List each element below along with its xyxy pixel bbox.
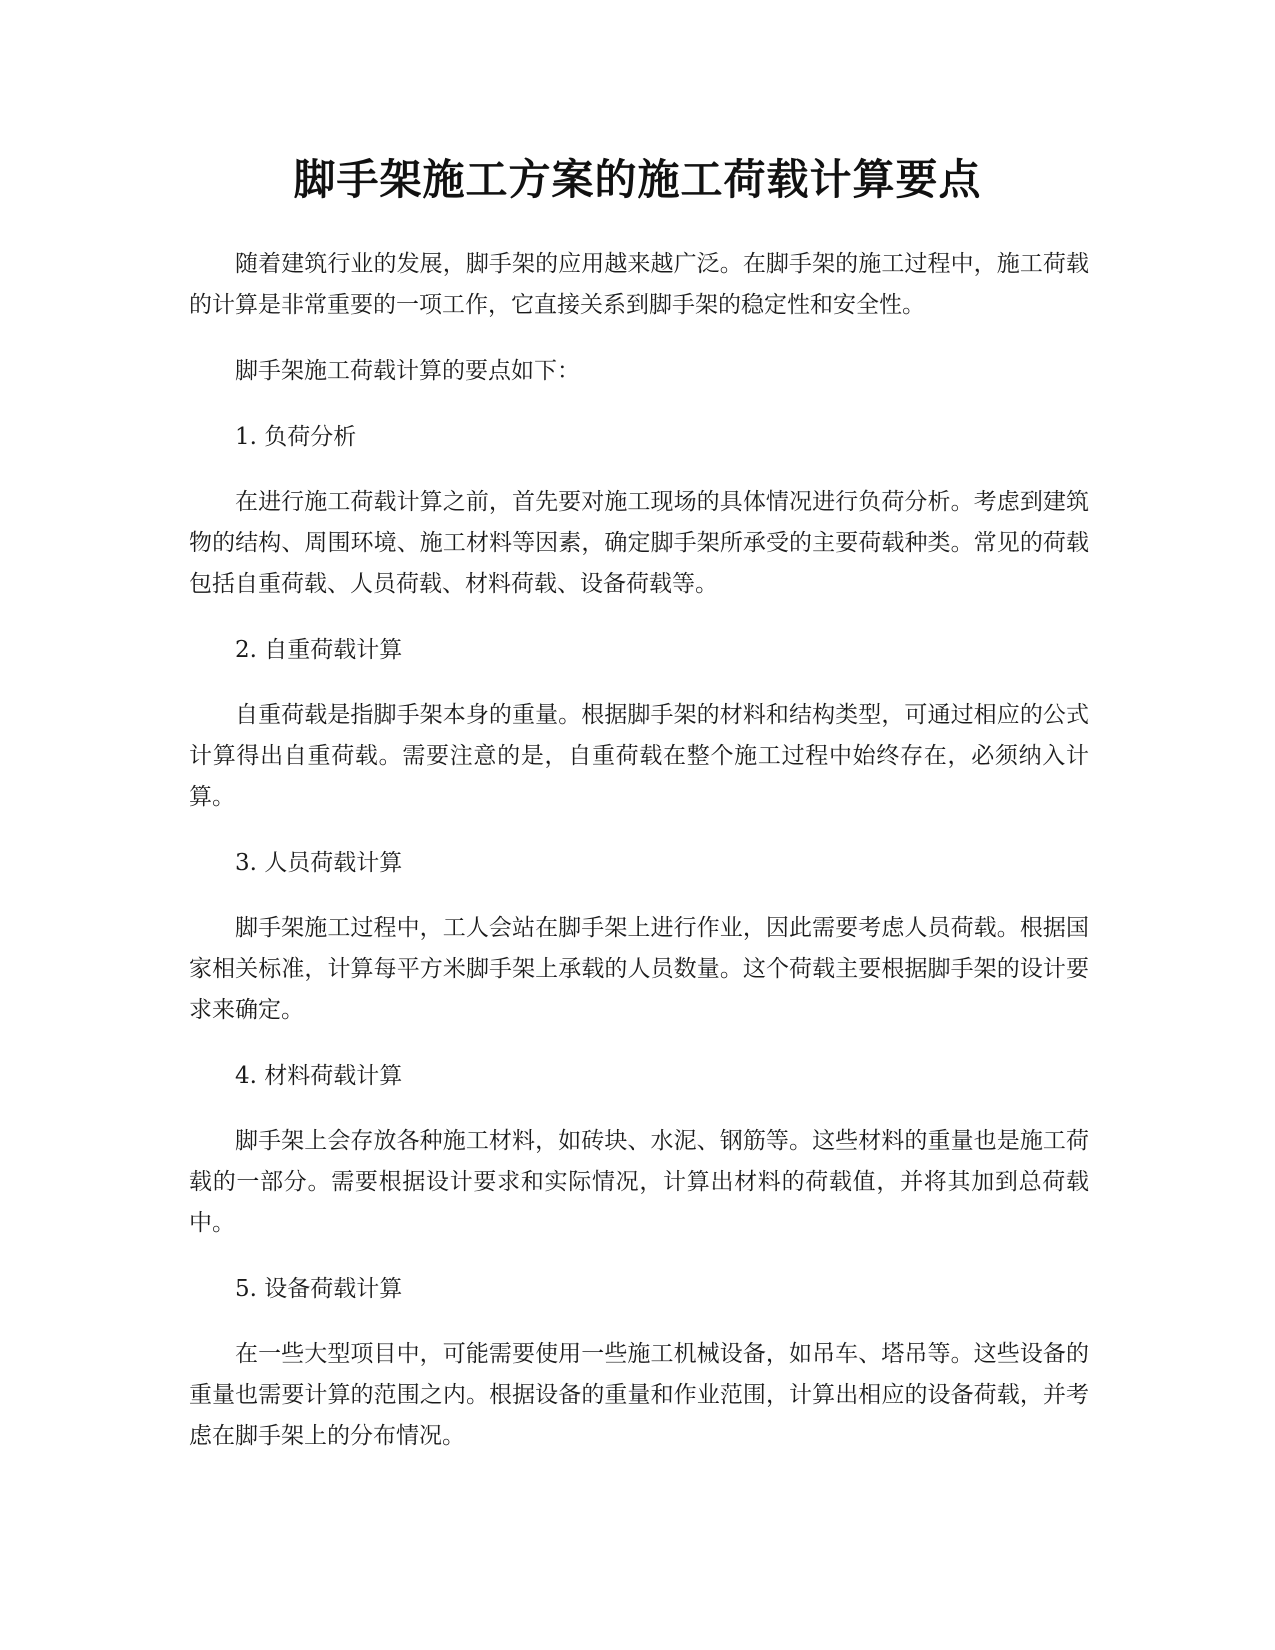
intro-paragraph: 随着建筑行业的发展，脚手架的应用越来越广泛。在脚手架的施工过程中，施工荷载的计算是非常重要的一项工作，它直接关系到脚手架的稳定性和安全性。 (189, 251, 1089, 318)
section-body-material: 脚手架上会存放各种施工材料，如砖块、水泥、钢筋等。这些材料的重量也是施工荷载的一部分。需要根据设计要求和实际情况，计算出材料的荷载值，并将其加到总荷载中。 (189, 1128, 1089, 1236)
section-heading-load-analysis: 1. 负荷分析 (235, 424, 357, 450)
section-body-load-analysis: 在进行施工荷载计算之前，首先要对施工现场的具体情况进行负荷分析。考虑到建筑物的结构、周围环境、施工材料等因素，确定脚手架所承受的主要荷载种类。常见的荷载包括自重荷载、人员荷载、材料荷载、设备荷载等。 (189, 489, 1089, 597)
page-title: 脚手架施工方案的施工荷载计算要点 (293, 155, 982, 204)
section-body-equipment: 在一些大型项目中，可能需要使用一些施工机械设备，如吊车、塔吊等。这些设备的重量也需要计算的范围之内。根据设备的重量和作业范围，计算出相应的设备荷载，并考虑在脚手架上的分布情况。 (189, 1341, 1089, 1449)
section-heading-material: 4. 材料荷载计算 (235, 1063, 403, 1089)
section-body-personnel: 脚手架施工过程中，工人会站在脚手架上进行作业，因此需要考虑人员荷载。根据国家相关标准，计算每平方米脚手架上承载的人员数量。这个荷载主要根据脚手架的设计要求来确定。 (189, 915, 1089, 1023)
section-heading-self-weight: 2. 自重荷载计算 (235, 637, 403, 663)
section-heading-personnel: 3. 人员荷载计算 (235, 850, 403, 876)
section-body-self-weight: 自重荷载是指脚手架本身的重量。根据脚手架的材料和结构类型，可通过相应的公式计算得出自重荷载。需要注意的是，自重荷载在整个施工过程中始终存在，必须纳入计算。 (189, 702, 1089, 810)
points-lead-paragraph: 脚手架施工荷载计算的要点如下： (235, 358, 580, 384)
section-heading-equipment: 5. 设备荷载计算 (235, 1276, 403, 1302)
document-body (189, 244, 1089, 1482)
